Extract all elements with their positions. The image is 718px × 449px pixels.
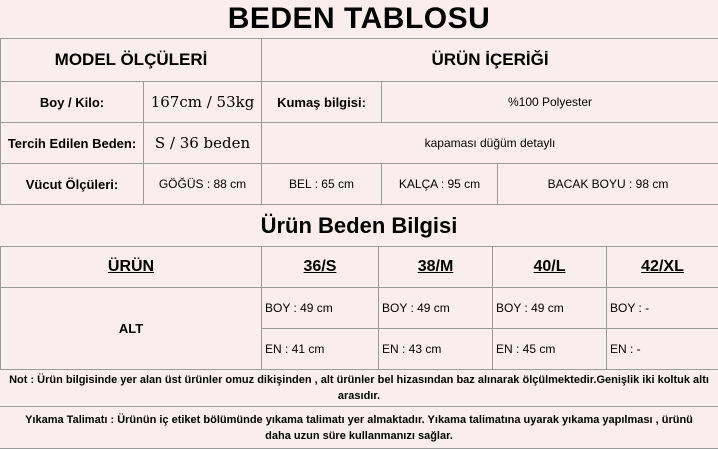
preferred-size-value: S / 36 beden [144, 123, 262, 164]
size-header-38m: 38/M [379, 247, 493, 288]
product-column-header: ÜRÜN [1, 247, 262, 288]
measurement-note-line1: Not : Ürün bilgisinde yer alan üst ürünler omuz dikişinden , alt ürünler bel hizasından baz alınarak ölçülmektedir.Genişlik iki koltuk altı [9, 374, 709, 386]
model-product-table [0, 38, 718, 205]
length-42xl: BOY : - [607, 288, 718, 329]
measurement-note-line2: arasıdır. [337, 390, 381, 402]
product-content-header: ÜRÜN İÇERİĞİ [262, 39, 718, 82]
fabric-label: Kumaş bilgisi: [262, 82, 382, 123]
chest-measurement: GÖĞÜS : 88 cm [144, 164, 262, 205]
length-36s: BOY : 49 cm [262, 288, 379, 329]
size-header-36s: 36/S [262, 247, 379, 288]
body-measurements-label: Vücut Ölçüleri: [1, 164, 144, 205]
width-38m: EN : 43 cm [379, 329, 493, 370]
model-measurements-header: MODEL ÖLÇÜLERİ [1, 39, 262, 82]
wash-instruction [0, 407, 718, 449]
size-header-42xl: 42/XL [607, 247, 718, 288]
preferred-size-label: Tercih Edilen Beden: [1, 123, 144, 164]
length-40l: BOY : 49 cm [493, 288, 607, 329]
wash-instruction-line1: Yıkama Talimatı : Ürünün iç etiket bölümünde yıkama talimatı yer almaktadır. Yıkama talimatına uyarak yıkama yapılması , ürünü [25, 414, 693, 426]
hip-measurement: KALÇA : 95 cm [382, 164, 498, 205]
fabric-value: %100 Polyester [382, 82, 718, 123]
width-40l: EN : 45 cm [493, 329, 607, 370]
width-42xl: EN : - [607, 329, 718, 370]
closure-detail: kapaması düğüm detaylı [262, 123, 718, 164]
length-38m: BOY : 49 cm [379, 288, 493, 329]
wash-instruction-line2: daha uzun süre kullanmanızı sağlar. [265, 430, 453, 442]
width-36s: EN : 41 cm [262, 329, 379, 370]
measurement-note [0, 369, 718, 407]
product-type-bottom: ALT [1, 288, 262, 370]
height-weight-label: Boy / Kilo: [1, 82, 144, 123]
size-header-40l: 40/L [493, 247, 607, 288]
leg-length-measurement: BACAK BOYU : 98 cm [498, 164, 718, 205]
size-info-title: Ürün Beden Bilgisi [260, 213, 458, 238]
height-weight-value: 167cm / 53kg [144, 82, 262, 123]
size-info-table [0, 246, 718, 370]
page-title: BEDEN TABLOSU [227, 2, 491, 35]
waist-measurement: BEL : 65 cm [262, 164, 382, 205]
